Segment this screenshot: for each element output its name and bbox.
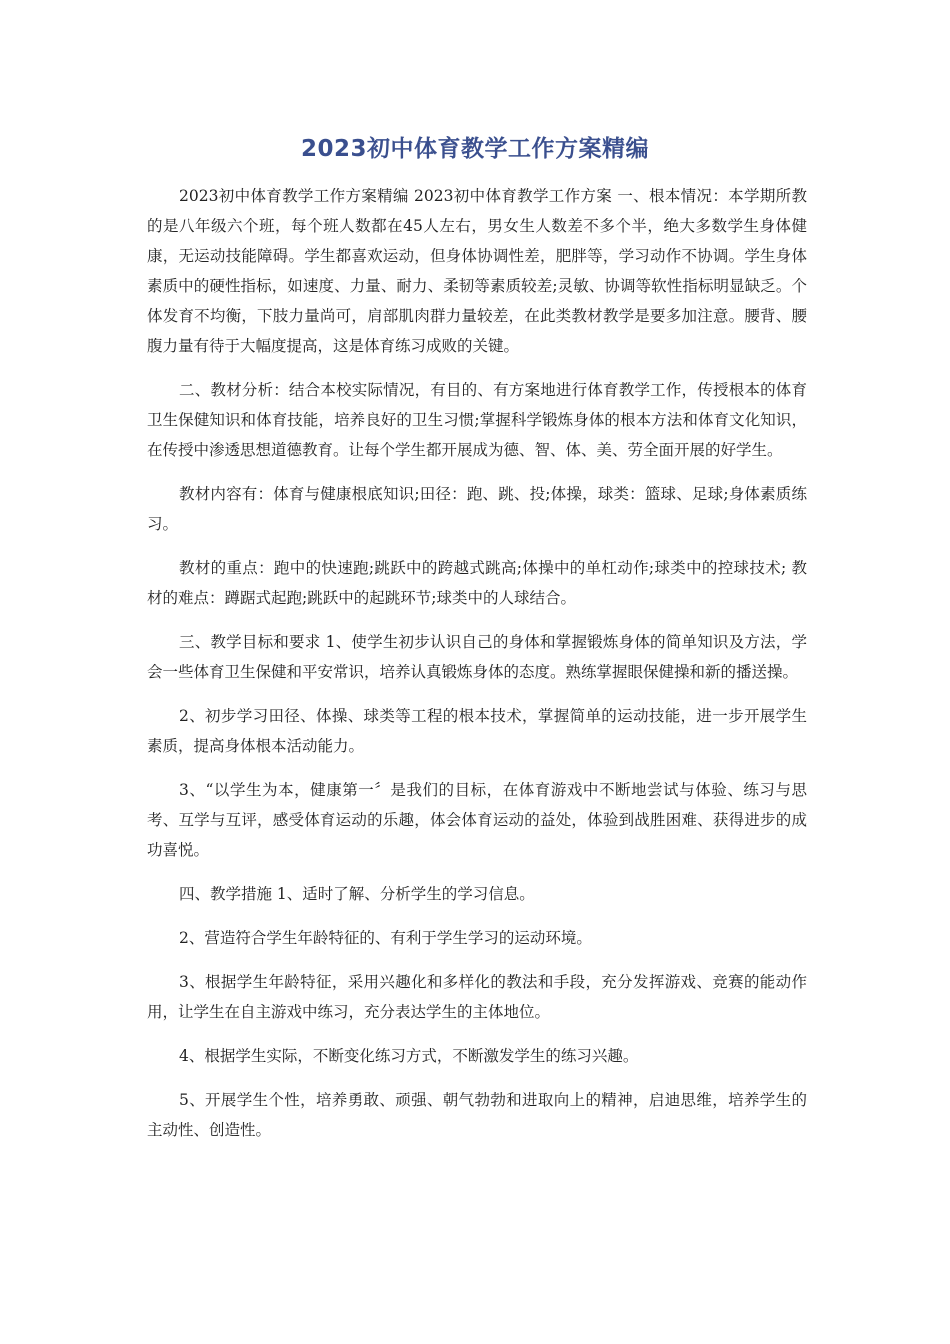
paragraph-goals-1: 三、教学目标和要求 1、使学生初步认识自己的身体和掌握锻炼身体的简单知识及方法，学会一些体育卫生保健和平安常识，培养认真锻炼身体的态度。熟练掌握眼保健操和新的播送操。 <box>147 633 807 681</box>
paragraph-goals-2: 2、初步学习田径、体操、球类等工程的根本技术，掌握简单的运动技能，进一步开展学生素质，提高身体根本活动能力。 <box>147 707 807 755</box>
paragraph-material-analysis: 二、教材分析：结合本校实际情况，有目的、有方案地进行体育教学工作，传授根本的体育卫生保健知识和体育技能，培养良好的卫生习惯;掌握科学锻炼身体的根本方法和体育文化知识，在传授中渗透思想道德教育。让每个学生都开展成为德、智、体、美、劳全面开展的好学生。 <box>147 381 807 459</box>
paragraph-measures-5: 5、开展学生个性，培养勇敢、顽强、朝气勃勃和进取向上的精神，启迪思维，培养学生的主动性、创造性。 <box>147 1091 807 1139</box>
page-title: 2023初中体育教学工作方案精编 <box>300 136 649 162</box>
paragraph-basic-situation: 2023初中体育教学工作方案精编 2023初中体育教学工作方案 一、根本情况：本学期所教的是八年级六个班，每个班人数都在45人左右，男女生人数差不多个半，绝大多数学生身体健康，无运动技能障碍。学生都喜欢运动，但身体协调性差，肥胖等，学习动作不协调。学生身体素质中的硬性指标，如速度、力量、耐力、柔韧等素质较差;灵敏、协调等软性指标明显缺乏。个体发育不均衡，下肢力量尚可，肩部肌肉群力量较差，在此类教材教学是要多加注意。腰背、腰腹力量有待于大幅度提高，这是体育练习成败的关键。 <box>147 187 807 355</box>
paragraph-key-points: 教材的重点：跑中的快速跑;跳跃中的跨越式跳高;体操中的单杠动作;球类中的控球技术; 教材的难点：蹲踞式起跑;跳跃中的起跳环节;球类中的人球结合。 <box>147 559 807 607</box>
document-body <box>147 181 807 1159</box>
paragraph-measures-4: 4、根据学生实际，不断变化练习方式，不断激发学生的练习兴趣。 <box>179 1047 639 1065</box>
paragraph-material-content: 教材内容有：体育与健康根底知识;田径：跑、跳、投;体操，球类：篮球、足球;身体素质练习。 <box>147 485 807 533</box>
paragraph-measures-1: 四、教学措施 1、适时了解、分析学生的学习信息。 <box>179 885 535 903</box>
paragraph-measures-2: 2、营造符合学生年龄特征的、有利于学生学习的运动环境。 <box>179 929 592 947</box>
paragraph-measures-3: 3、根据学生年龄特征，采用兴趣化和多样化的教法和手段，充分发挥游戏、竞赛的能动作用，让学生在自主游戏中练习，充分表达学生的主体地位。 <box>147 973 807 1021</box>
paragraph-goals-3: 3、“以学生为本，健康第一〞是我们的目标，在体育游戏中不断地尝试与体验、练习与思考、互学与互评，感受体育运动的乐趣，体会体育运动的益处，体验到战胜困难、获得进步的成功喜悦。 <box>147 781 807 859</box>
